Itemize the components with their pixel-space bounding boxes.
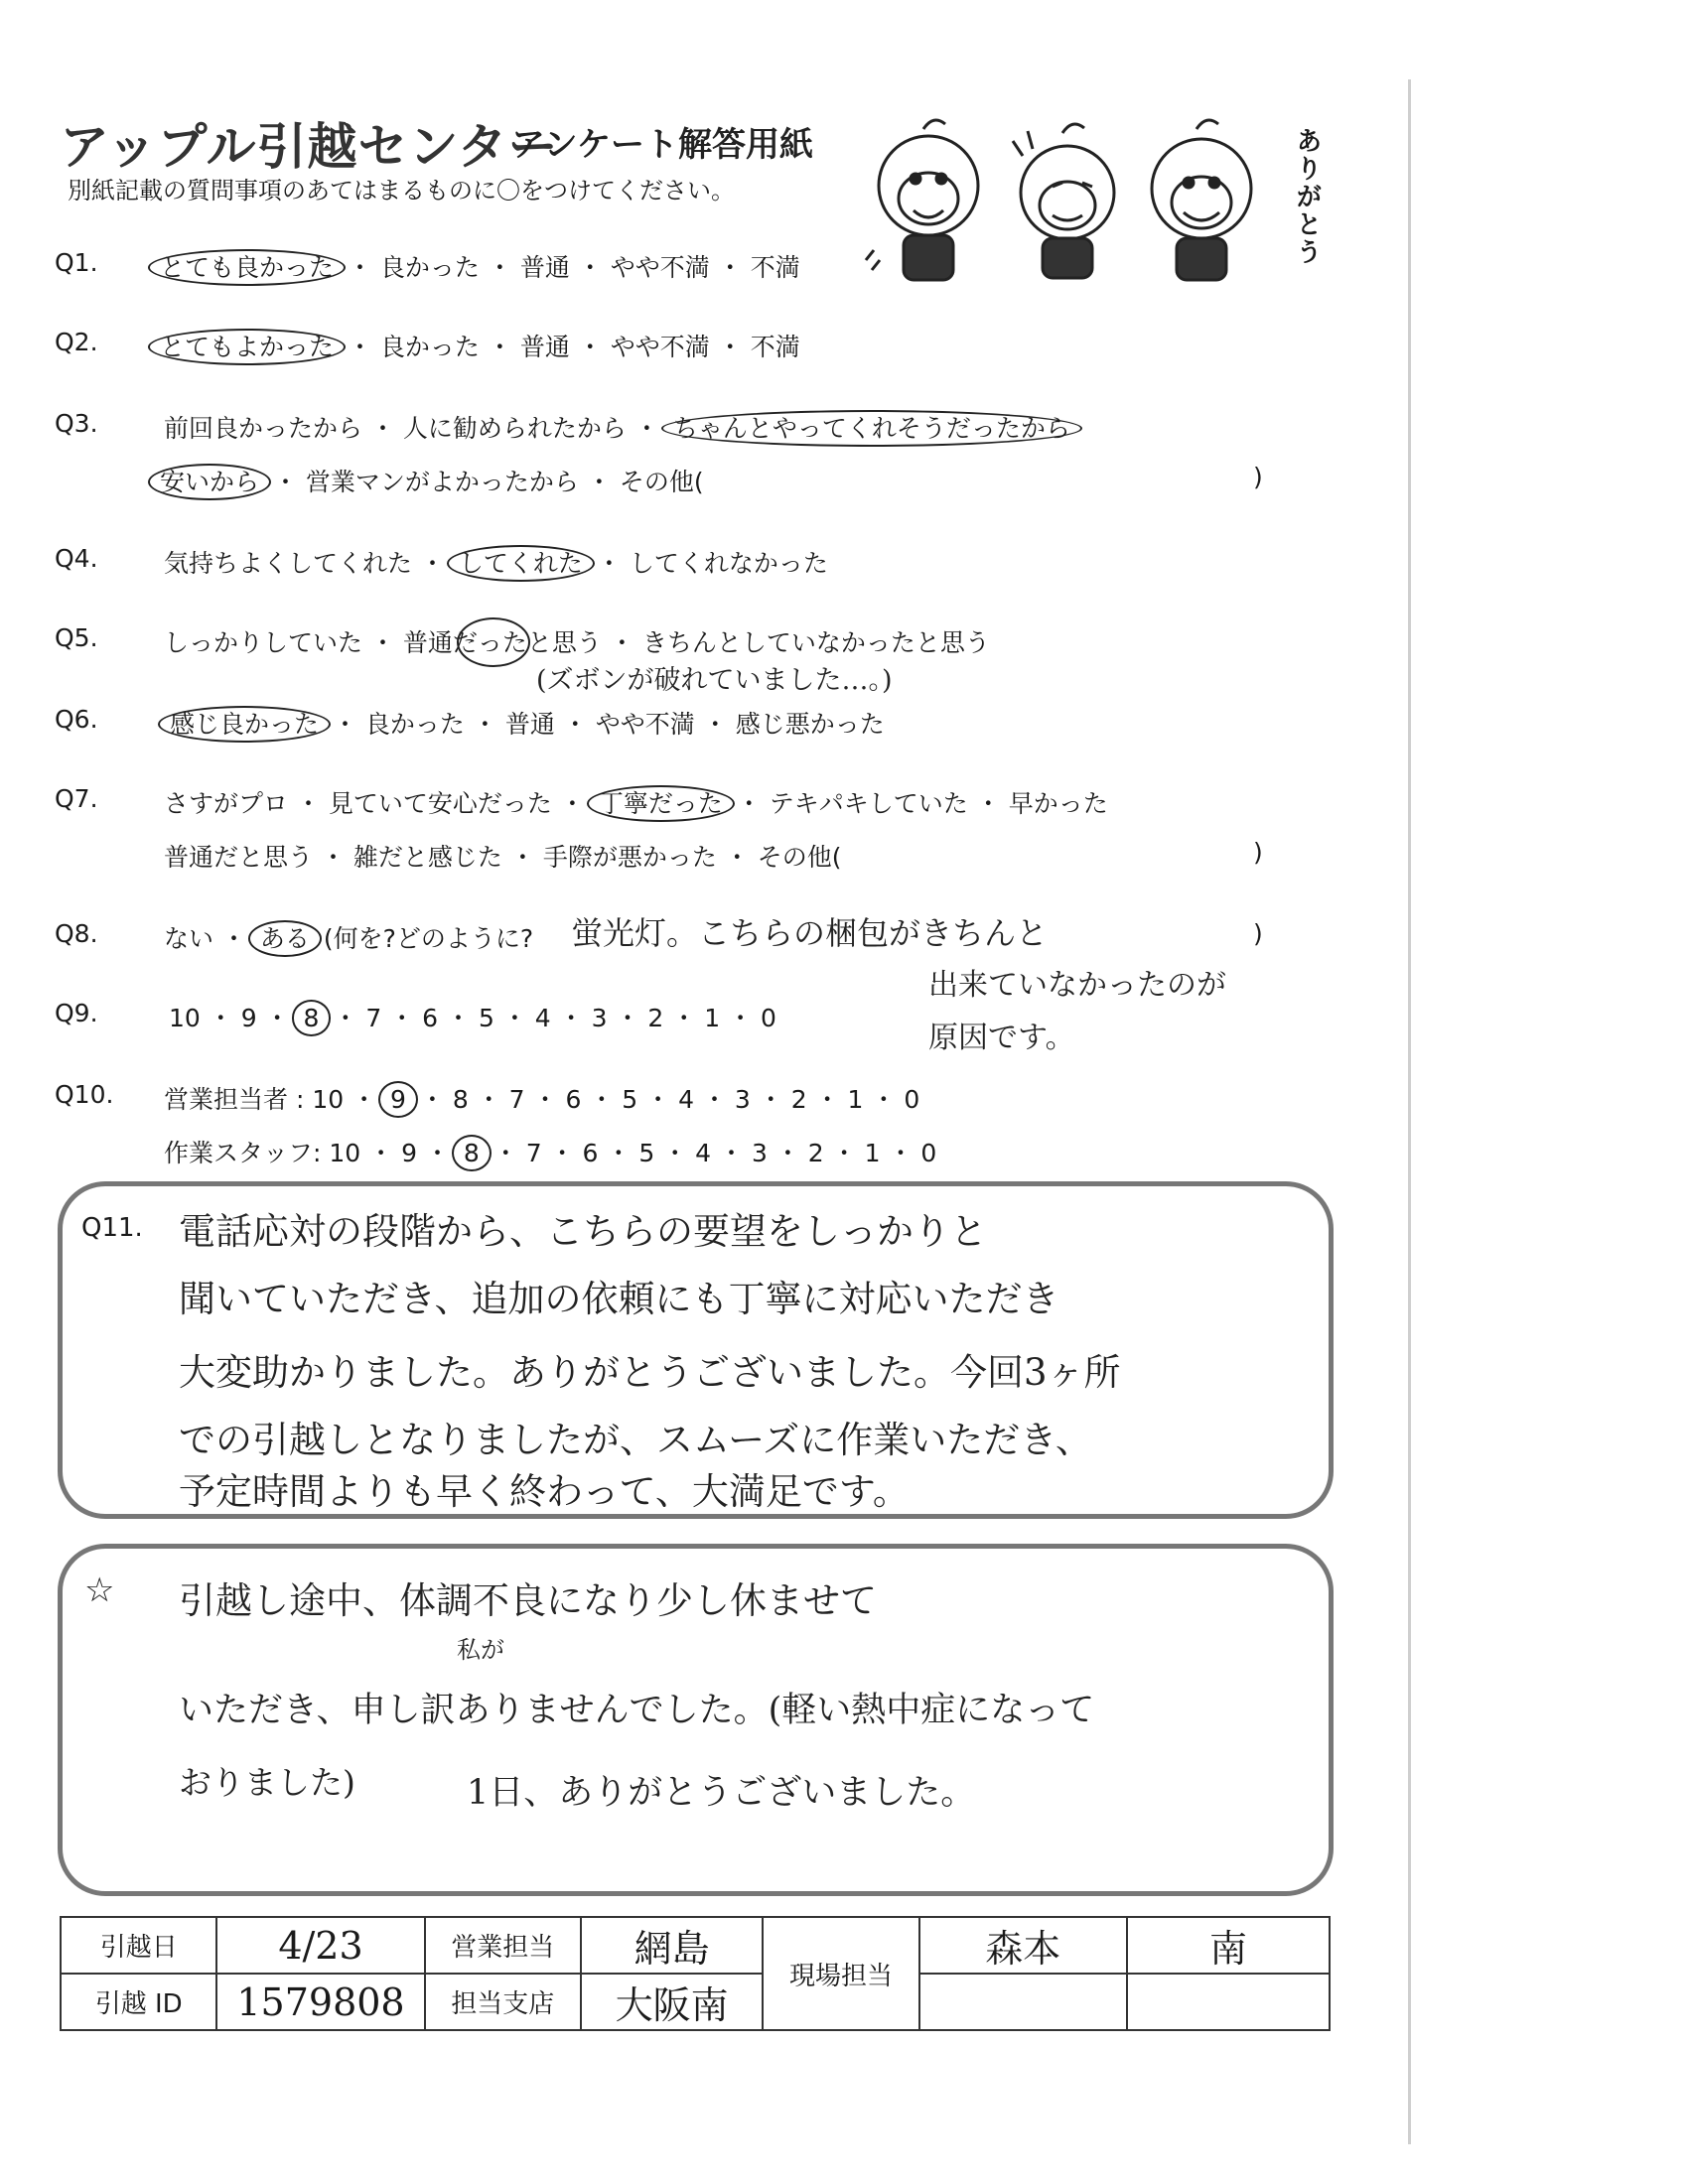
- q4-option-1[interactable]: 気持ちよくしてくれた: [164, 549, 413, 578]
- q10-sales-6[interactable]: 6: [565, 1085, 582, 1114]
- monkey-3: [1152, 120, 1251, 280]
- instruction-text: 別紙記載の質問事項のあてはまるものに〇をつけてください。: [68, 177, 735, 205]
- q9-value-5[interactable]: 5: [478, 1004, 494, 1032]
- monkey-2: [1013, 124, 1114, 278]
- q10-sales-4[interactable]: 4: [678, 1085, 695, 1114]
- q7-option-1[interactable]: さすがプロ: [164, 789, 289, 818]
- move-id-value[interactable]: 1579808: [216, 1974, 424, 2030]
- q1-option-5[interactable]: 不満: [750, 253, 800, 282]
- q3-options-row2: 安いから ・ 営業マンがよかったから ・ その他(: [154, 463, 704, 498]
- q5-option-1[interactable]: しっかりしていた: [164, 628, 363, 657]
- q10-sales-9[interactable]: 9: [378, 1081, 418, 1118]
- q10-staff-10[interactable]: 10: [329, 1139, 361, 1167]
- q6-label: Q6.: [55, 705, 98, 734]
- q10-staff-7[interactable]: 7: [525, 1139, 542, 1167]
- q8-prompt: (何を?どのように?: [323, 924, 534, 953]
- q9-value-0[interactable]: 0: [761, 1004, 776, 1032]
- q10-sales-0[interactable]: 0: [904, 1085, 920, 1114]
- q10-staff-2[interactable]: 2: [807, 1139, 824, 1167]
- q3-option-5[interactable]: 営業マンがよかったから: [305, 468, 579, 496]
- q7-label: Q7.: [55, 784, 98, 813]
- q8-answer-line2: 出来ていなかったのが: [928, 968, 1226, 1003]
- q5-label: Q5.: [55, 623, 98, 652]
- q9-value-1[interactable]: 1: [704, 1004, 721, 1032]
- q8-answer-line1: 蛍光灯。こちらの梱包がきちんと: [571, 914, 1049, 952]
- q2-option-2[interactable]: 良かった: [379, 333, 480, 361]
- q10-sales-1[interactable]: 1: [847, 1085, 864, 1114]
- q4-options: 気持ちよくしてくれた ・ してくれた ・ してくれなかった: [164, 544, 828, 580]
- q3-option-6[interactable]: その他(: [619, 468, 704, 496]
- page-edge-shadow: [1408, 79, 1411, 2144]
- q4-label: Q4.: [55, 544, 98, 573]
- q4-option-2[interactable]: してくれた: [447, 545, 595, 582]
- q9-label: Q9.: [55, 999, 98, 1027]
- q3-option-4[interactable]: 安いから: [148, 464, 271, 500]
- q2-options: とてもよかった ・ 良かった ・ 普通 ・ やや不満 ・ 不満: [154, 328, 800, 363]
- monkey-1: [866, 120, 978, 280]
- q8-label: Q8.: [55, 919, 98, 948]
- q10-staff-4[interactable]: 4: [695, 1139, 712, 1167]
- q9-value-8[interactable]: 8: [292, 1000, 332, 1036]
- sales-name[interactable]: 網島: [581, 1917, 763, 1974]
- q10-sales-3[interactable]: 3: [734, 1085, 751, 1114]
- q10-staff-1[interactable]: 1: [864, 1139, 881, 1167]
- q3-options-row1: 前回良かったから ・ 人に勧められたから ・ ちゃんとやってくれそうだったから: [164, 409, 1076, 445]
- q1-label: Q1.: [55, 248, 98, 277]
- q2-label: Q2.: [55, 328, 98, 356]
- extra-line-3b: 1日、ありがとうございました。: [467, 1773, 976, 1813]
- q7-option-5[interactable]: 早かった: [1008, 789, 1108, 818]
- q7-options-row2: 普通だと思う ・ 雑だと感じた ・ 手際が悪かった ・ その他(: [164, 843, 842, 872]
- q5-option-2[interactable]: 普通だったと思う: [402, 628, 602, 657]
- site-name-1[interactable]: 森本: [919, 1917, 1127, 1974]
- q10-sales-2[interactable]: 2: [790, 1085, 807, 1114]
- q7-close-paren: ): [1253, 838, 1263, 867]
- q6-option-2[interactable]: 良かった: [364, 710, 465, 739]
- q9-value-7[interactable]: 7: [365, 1004, 382, 1032]
- q8-option-2[interactable]: ある: [248, 920, 322, 957]
- q8-close-paren: ): [1253, 919, 1263, 948]
- site-name-2[interactable]: 南: [1127, 1917, 1330, 1974]
- q10-staff-5[interactable]: 5: [638, 1139, 655, 1167]
- q1-option-4[interactable]: やや不満: [610, 253, 710, 282]
- q1-option-3[interactable]: 普通: [519, 253, 570, 282]
- q7-option-4[interactable]: テキパキしていた: [769, 789, 968, 818]
- q6-options: 感じ良かった ・ 良かった ・ 普通 ・ やや不満 ・ 感じ悪かった: [164, 705, 885, 741]
- thanks-text: ありがとう: [1292, 127, 1322, 266]
- q6-option-3[interactable]: 普通: [504, 710, 555, 739]
- q2-option-5[interactable]: 不満: [750, 333, 800, 361]
- q3-option-3[interactable]: ちゃんとやってくれそうだったから: [661, 410, 1082, 447]
- monkeys-illustration: [864, 111, 1281, 290]
- branch-label: 担当支店: [425, 1974, 581, 2030]
- q8-options: ない ・ ある (何を?どのように?: [164, 919, 533, 955]
- q9-value-9[interactable]: 9: [240, 1004, 257, 1032]
- q7-option-3[interactable]: 丁寧だった: [587, 785, 735, 822]
- q1-option-1[interactable]: とても良かった: [148, 249, 346, 286]
- q4-option-3[interactable]: してくれなかった: [629, 549, 828, 578]
- extra-insert: 私が: [457, 1636, 504, 1664]
- q3-option-1[interactable]: 前回良かったから: [164, 414, 363, 443]
- q5-selection-circle: [457, 617, 530, 667]
- q7-option-2[interactable]: 見ていて安心だった: [328, 789, 552, 818]
- q8-option-1[interactable]: ない: [164, 924, 214, 953]
- extra-line-2: いただき、申し訳ありませんでした。(軽い熱中症になって: [179, 1691, 1095, 1730]
- q1-options: とても良かった ・ 良かった ・ 普通 ・ やや不満 ・ 不満: [154, 248, 800, 284]
- q2-option-3[interactable]: 普通: [519, 333, 570, 361]
- q3-label: Q3.: [55, 409, 98, 438]
- q5-note: (ズボンが破れていました…。): [536, 665, 893, 696]
- site-empty-2[interactable]: [1127, 1974, 1330, 2030]
- q6-option-4[interactable]: やや不満: [595, 710, 695, 739]
- company-name: アップル引越センター: [60, 118, 559, 176]
- q11-line-5: 予定時間よりも早く終わって、大満足です。: [179, 1470, 910, 1513]
- extra-line-1: 引越し途中、体調不良になり少し休ませて: [179, 1579, 877, 1622]
- move-id-label: 引越 ID: [61, 1974, 216, 2030]
- q7-option-6[interactable]: 普通だと思う: [164, 843, 314, 872]
- move-date-value[interactable]: 4/23: [216, 1917, 424, 1974]
- q10-staff-6[interactable]: 6: [582, 1139, 599, 1167]
- q10-sales-7[interactable]: 7: [508, 1085, 525, 1114]
- q7-options-row1: さすがプロ ・ 見ていて安心だった ・ 丁寧だった ・ テキパキしていた ・ 早かった: [164, 784, 1108, 820]
- q10-staff-3[interactable]: 3: [751, 1139, 768, 1167]
- q7-option-8[interactable]: 手際が悪かった: [542, 843, 717, 872]
- q11-line-2: 聞いていただき、追加の依頼にも丁寧に対応いただき: [179, 1278, 1059, 1320]
- q1-option-2[interactable]: 良かった: [379, 253, 480, 282]
- q10-sales-5[interactable]: 5: [622, 1085, 638, 1114]
- q9-value-10[interactable]: 10: [169, 1004, 201, 1032]
- q8-answer-line3: 原因です。: [928, 1021, 1075, 1055]
- q9-value-2[interactable]: 2: [647, 1004, 664, 1032]
- extra-line-3a: おりました): [179, 1763, 355, 1802]
- star-icon: ☆: [84, 1570, 115, 1610]
- q7-option-9[interactable]: その他(: [757, 843, 842, 872]
- q11-line-1: 電話応対の段階から、こちらの要望をしっかりと: [179, 1210, 987, 1253]
- move-date-label: 引越日: [61, 1917, 216, 1974]
- q2-option-1[interactable]: とてもよかった: [148, 329, 346, 365]
- site-label: 現場担当: [763, 1917, 918, 2030]
- q9-value-3[interactable]: 3: [591, 1004, 608, 1032]
- site-empty-1[interactable]: [919, 1974, 1127, 2030]
- q11-line-3: 大変助かりました。ありがとうございました。今回3ヶ所: [179, 1351, 1121, 1394]
- q3-close-paren: ): [1253, 463, 1263, 491]
- q9-value-6[interactable]: 6: [422, 1004, 439, 1032]
- form-title: アンケート解答用紙: [511, 125, 813, 165]
- q11-label: Q11.: [81, 1213, 143, 1243]
- q9-value-4[interactable]: 4: [534, 1004, 551, 1032]
- q9-scale: 10 ・ 9 ・ 8 ・ 7 ・ 6 ・ 5 ・ 4 ・ 3 ・ 2 ・ 1 ・ 0: [169, 999, 776, 1034]
- q10-staff-0[interactable]: 0: [920, 1139, 937, 1167]
- q6-option-1[interactable]: 感じ良かった: [158, 706, 331, 743]
- q5-options: しっかりしていた ・ 普通だったと思う ・ きちんとしていなかったと思う: [164, 628, 990, 657]
- sales-label: 営業担当: [425, 1917, 581, 1974]
- q10-staff-row: 作業スタッフ: 10 ・ 9 ・ 8 ・ 7 ・ 6 ・ 5 ・ 4 ・ 3 ・ 2 ・ 1 ・ 0: [164, 1134, 936, 1169]
- branch-value[interactable]: 大阪南: [581, 1974, 763, 2030]
- q10-label: Q10.: [55, 1080, 114, 1109]
- q10-sales-8[interactable]: 8: [452, 1085, 469, 1114]
- q10-sales-10[interactable]: 10: [312, 1085, 345, 1114]
- q10-sales-row: 営業担当者 : 10 ・ 9 ・ 8 ・ 7 ・ 6 ・ 5 ・ 4 ・ 3 ・ 2 ・ 1 ・ 0: [164, 1080, 919, 1116]
- q2-option-4[interactable]: やや不満: [610, 333, 710, 361]
- q10-staff-label: 作業スタッフ:: [164, 1139, 322, 1167]
- q10-sales-label: 営業担当者 :: [164, 1085, 305, 1114]
- q10-staff-8[interactable]: 8: [452, 1135, 492, 1171]
- q3-option-2[interactable]: 人に勧められたから: [402, 414, 627, 443]
- q7-option-7[interactable]: 雑だと感じた: [352, 843, 502, 872]
- q10-staff-9[interactable]: 9: [401, 1139, 418, 1167]
- q6-option-5[interactable]: 感じ悪かった: [735, 710, 885, 739]
- move-info-table: [60, 1916, 1331, 2031]
- q11-line-4: での引越しとなりましたが、スムーズに作業いただき、: [179, 1419, 1092, 1461]
- q5-option-3[interactable]: きちんとしていなかったと思う: [641, 628, 990, 657]
